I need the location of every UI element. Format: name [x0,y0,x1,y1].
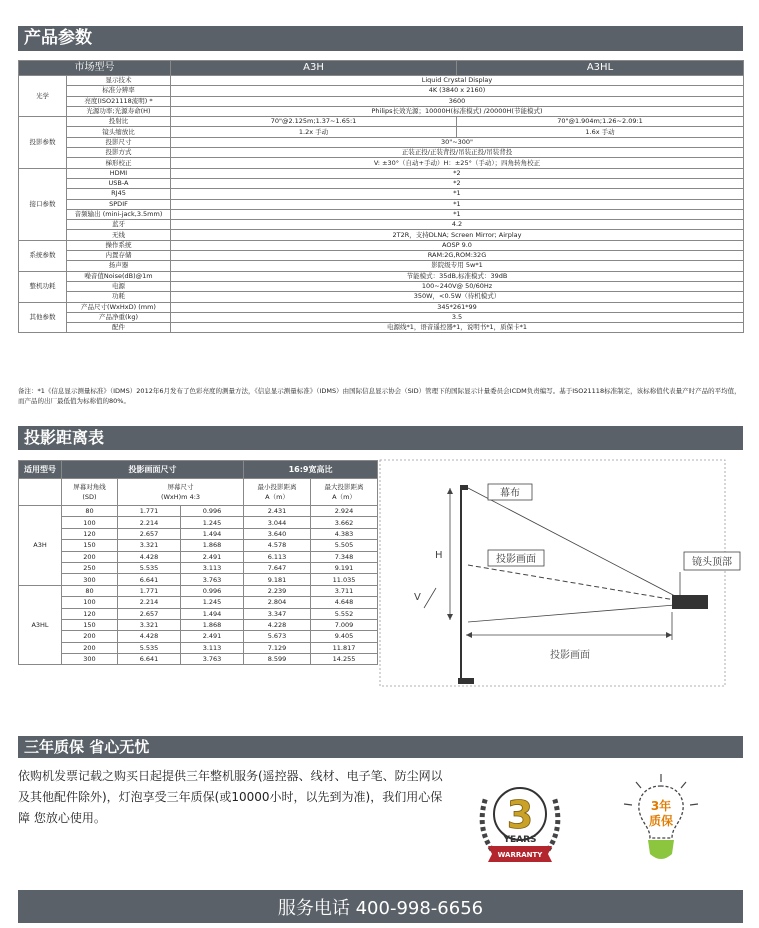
distance-min: 7.647 [244,562,311,573]
distance-min: 6.113 [244,551,311,562]
distance-height: 3.763 [181,654,244,665]
distance-height: 0.996 [181,585,244,596]
spec-row-label: 蓝牙 [67,220,171,230]
spec-row [19,189,744,199]
spec-row [19,168,744,178]
h-label: H [435,550,443,561]
spec-row [19,240,744,250]
spec-group-label: 接口参数 [19,168,67,240]
distance-height: 3.113 [181,642,244,653]
distance-height: 0.996 [181,506,244,517]
screen-base [458,678,474,684]
spec-value-a3h: *2 [171,178,744,188]
distance-max: 9.191 [311,562,378,573]
spec-row-label: 标准分辨率 [67,86,171,96]
distance-row [19,642,378,653]
spec-value-a3h: 电源线*1，语音遥控器*1，说明书*1，质保卡*1 [171,323,744,333]
spec-row [19,302,744,312]
distance-max: 4.383 [311,528,378,539]
distance-min: 3.640 [244,528,311,539]
distance-height: 2.491 [181,631,244,642]
params-title-text: 产品参数 [24,28,92,48]
spec-value-a3h: Philips长效光源；10000H(标准模式) /20000H(节能模式) [171,106,744,116]
spec-row-label: 功耗 [67,292,171,302]
distance-width: 2.657 [118,608,181,619]
image-label: 投影画面 [496,554,536,565]
spec-value-a3h: 350W，<0.5W（待机模式） [171,292,744,302]
distance-width: 6.641 [118,654,181,665]
spec-value-a3h: RAM:2G,ROM:32G [171,251,744,261]
distance-max: 3.711 [311,585,378,596]
bulb-base-icon [648,840,674,859]
distance-row [19,608,378,619]
screen-label: 幕布 [500,488,520,499]
distance-max: 7.348 [311,551,378,562]
spec-row [19,137,744,147]
spec-row-label: USB-A [67,178,171,188]
spec-row-label: 投射比 [67,117,171,127]
dist-subheader-max: 最大投影距离 A（m） [311,479,378,506]
distance-height: 1.868 [181,540,244,551]
dist-subheader-empty [19,479,62,506]
distance-height: 3.763 [181,574,244,585]
spec-value-a3h: 4.2 [171,220,744,230]
dist-subheader-sd: 屏幕对角线 (SD) [62,479,118,506]
spec-value-a3h: 节能模式：35dB,标准模式：39dB [171,271,744,281]
distance-row [19,574,378,585]
distance-row [19,506,378,517]
spec-value-a3h: 2T2R，支持DLNA; Screen Mirror; Airplay [171,230,744,240]
bulb-line2: 质保 [648,814,674,828]
spec-row [19,312,744,322]
distance-sd: 300 [62,654,118,665]
service-phone-footer: 服务电话 400-998-6656 [18,890,743,923]
distance-sd: 80 [62,585,118,596]
dist-header-model: 适用型号 [19,461,62,479]
distance-min: 4.578 [244,540,311,551]
distance-width: 6.641 [118,574,181,585]
spec-value-a3h: V: ±30°（自动+手动）H：±25°（手动）；四角转角校正 [171,158,744,168]
distance-width: 5.535 [118,562,181,573]
spec-group-label: 其他参数 [19,302,67,333]
distance-row [19,562,378,573]
distance-row [19,631,378,642]
distance-min: 8.599 [244,654,311,665]
spec-row-label: 投影方式 [67,148,171,158]
distance-max: 7.009 [311,619,378,630]
distance-min: 5.673 [244,631,311,642]
distance-sd: 80 [62,506,118,517]
spec-value-a3h: 30"~300" [171,137,744,147]
spec-row-label: 产品净重(kg) [67,312,171,322]
distance-sd: 300 [62,574,118,585]
bulb-warranty-badge [616,772,706,872]
spec-row [19,199,744,209]
distance-height: 3.113 [181,562,244,573]
spec-group-label: 整机功耗 [19,271,67,302]
laurel-left-icon [482,797,492,850]
spec-value-a3h: Liquid Crystal Display [171,76,744,86]
spec-row-label: 无线 [67,230,171,240]
spec-row [19,178,744,188]
distance-width: 3.321 [118,540,181,551]
spec-value-a3h: *1 [171,199,744,209]
spec-row-label: 操作系统 [67,240,171,250]
distance-height: 1.868 [181,619,244,630]
spec-row [19,281,744,291]
distance-width: 2.657 [118,528,181,539]
distance-min: 2.239 [244,585,311,596]
spec-value-a3h: 3.5 [171,312,744,322]
distance-sd: 150 [62,540,118,551]
spec-value-a3h: 4K (3840 x 2160) [171,86,744,96]
distance-row [19,597,378,608]
distance-label: 投影画面 [550,650,590,661]
distance-sd: 250 [62,562,118,573]
distance-min: 7.129 [244,642,311,653]
projector-icon [672,595,708,609]
distance-sd: 150 [62,619,118,630]
distance-sd: 200 [62,551,118,562]
section-title-warranty [18,736,743,758]
distance-max: 9.405 [311,631,378,642]
distance-min: 9.181 [244,574,311,585]
spec-row-label: 扬声器 [67,261,171,271]
spec-header-a3hl: A3HL [457,61,744,76]
spec-value-a3h: 影院级专用 5w*1 [171,261,744,271]
spec-table [18,60,744,333]
distance-row [19,654,378,665]
lens-top-label: 镜头顶部 [692,557,732,568]
spec-value-a3h: *2 [171,168,744,178]
laurel-right-icon [548,797,558,850]
spec-row-label: 光源功率;光源寿命(H) [67,106,171,116]
dist-subheader-wh: 屏幕尺寸 (WxH)m 4:3 [118,479,244,506]
distance-sd: 120 [62,528,118,539]
spec-header-model: 市场型号 [19,61,171,76]
warranty-description: 依购机发票记载之购买日起提供三年整机服务(遥控器、线材、电子笔、防尘网以及其他配件除外)，灯泡享受三年质保(或10000小时，以先到为准)，我们用心保障 您放心使用。 [18,769,443,825]
distance-width: 4.428 [118,551,181,562]
spec-row [19,209,744,219]
distance-min: 2.431 [244,506,311,517]
spec-row-label: RJ45 [67,189,171,199]
spec-row [19,251,744,261]
distance-width: 4.428 [118,631,181,642]
distance-table [18,460,378,665]
distance-max: 5.552 [311,608,378,619]
distance-sd: 100 [62,517,118,528]
spec-value-a3h: 345*261*99 [171,302,744,312]
spec-row-label: HDMI [67,168,171,178]
distance-max: 5.505 [311,540,378,551]
footnote: 备注：*1《信息显示测量标准》（IDMS）2012年6月发布了色彩亮度的测量方法，《信息显示测量标准》（IDMS）由国际信息显示协会（SID）管理下的国际显示计量委员会ICDM负责编写。基于ISO21118标准制定，该标称值代表量产时产品的平均值，而产品的出厂最低值为标称值的80%。 [18,387,741,405]
distance-max: 11.817 [311,642,378,653]
distance-min: 4.228 [244,619,311,630]
distance-width: 3.321 [118,619,181,630]
spec-row [19,106,744,116]
spec-group-label: 系统参数 [19,240,67,271]
distance-height: 1.245 [181,517,244,528]
projection-diagram [380,460,732,690]
spec-row-label: SPDIF [67,199,171,209]
distance-height: 1.245 [181,597,244,608]
distance-width: 2.214 [118,597,181,608]
distance-row [19,585,378,596]
spec-row-label: 镜头缩放比 [67,127,171,137]
distance-height: 1.494 [181,528,244,539]
distance-row [19,528,378,539]
distance-width: 1.771 [118,585,181,596]
distance-row [19,619,378,630]
spec-header-a3h: A3H [171,61,457,76]
badge-ribbon-text: WARRANTY [497,851,543,859]
distance-row [19,540,378,551]
spec-row [19,127,744,137]
distance-model-label: A3H [19,506,62,586]
spec-row [19,220,744,230]
distance-width: 1.771 [118,506,181,517]
distance-min: 3.347 [244,608,311,619]
spec-value-a3h: 1.2x 手动 [171,127,457,137]
distance-width: 2.214 [118,517,181,528]
distance-row [19,551,378,562]
spec-value-a3h: 100~240V@ 50/60Hz [171,281,744,291]
spec-row [19,86,744,96]
bulb-line1: 3年 [650,799,672,813]
distance-height: 2.491 [181,551,244,562]
spec-row-label: 噪音值Noise(dB)@1m [67,271,171,281]
spec-value-a3h: 正装正投/正装背投/吊装正投/吊装背投 [171,148,744,158]
spec-value-a3h: *1 [171,209,744,219]
distance-max: 4.648 [311,597,378,608]
spec-row-label: 内置存储 [67,251,171,261]
distance-height: 1.494 [181,608,244,619]
spec-row-label: 产品尺寸(WxHxD) (mm) [67,302,171,312]
section-title-params [18,26,743,51]
spec-value-a3h: *1 [171,189,744,199]
distance-width: 5.535 [118,642,181,653]
distance-min: 2.804 [244,597,311,608]
dist-header-ratio: 16:9宽高比 [244,461,378,479]
screen-pole [460,485,462,680]
spec-value-a3hl: 70"@1.904m;1.26~2.09:1 [457,117,744,127]
three-years-warranty-badge [470,772,570,872]
spec-value-a3h: 70"@2.125m;1.37~1.65:1 [171,117,457,127]
spec-row [19,230,744,240]
spec-row [19,158,744,168]
spec-row-label: 投影尺寸 [67,137,171,147]
spec-value-a3h: 3600 [171,96,744,106]
spec-row-label: 音频输出 (mini-jack,3.5mm) [67,209,171,219]
spec-row-label: 电源 [67,281,171,291]
spec-row [19,117,744,127]
distance-sd: 120 [62,608,118,619]
distance-sd: 100 [62,597,118,608]
spec-row [19,76,744,86]
distance-row [19,517,378,528]
section-title-distance [18,426,743,450]
spec-group-label: 光学 [19,76,67,117]
spec-row [19,323,744,333]
spec-value-a3h: AOSP 9.0 [171,240,744,250]
distance-max: 14.255 [311,654,378,665]
badge-number: 3 [506,793,534,837]
distance-model-label: A3HL [19,585,62,665]
distance-min: 3.044 [244,517,311,528]
spec-row [19,261,744,271]
spec-row [19,271,744,281]
spec-row-label: 亮度(ISO21118流明) * [67,96,171,106]
dist-header-size: 投影画面尺寸 [62,461,244,479]
spec-row-label: 配件 [67,323,171,333]
distance-max: 11.035 [311,574,378,585]
spec-row [19,96,744,106]
spec-value-a3hl: 1.6x 手动 [457,127,744,137]
distance-max: 2.924 [311,506,378,517]
v-label: V [414,592,421,603]
distance-sd: 200 [62,642,118,653]
badge-years-word: YEARS [503,835,537,845]
warranty-title-text: 三年质保 省心无忧 [24,738,150,756]
spec-row-label: 显示技术 [67,76,171,86]
distance-sd: 200 [62,631,118,642]
distance-max: 3.662 [311,517,378,528]
distance-title-text: 投影距离表 [24,428,105,447]
spec-row-label: 梯形校正 [67,158,171,168]
spec-row [19,292,744,302]
dist-subheader-min: 最小投影距离 A（m） [244,479,311,506]
spec-group-label: 投影参数 [19,117,67,168]
spec-row [19,148,744,158]
